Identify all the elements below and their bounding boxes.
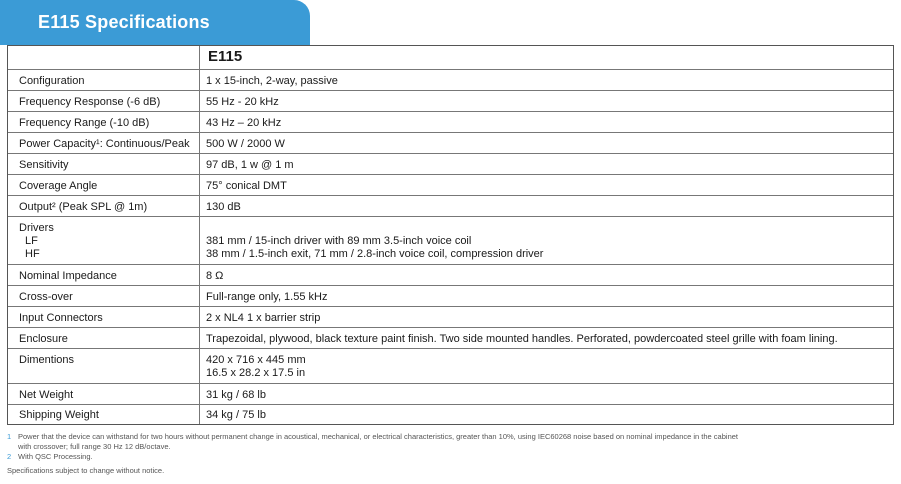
- table-row: [8, 286, 893, 307]
- table-row: [8, 307, 893, 328]
- row-value: Trapezoidal, plywood, black texture paint finish. Two side mounted handles. Perforated, powdercoated steel grille with foam lining.: [206, 333, 838, 345]
- footnote-1-text: Power that the device can withstand for two hours without permanent change in acoustical, mechanical, or electrical characteristics, greater than 10%, using IEC60268 noise based on nominal impedance in the cabinet: [18, 432, 738, 441]
- row-value: 55 Hz - 20 kHz: [206, 96, 279, 108]
- table-row: [8, 328, 893, 349]
- row-value: 43 Hz – 20 kHz: [206, 117, 282, 129]
- table-row: [8, 405, 893, 424]
- row-label: Cross-over: [19, 291, 73, 303]
- table-row: [8, 112, 893, 133]
- row-value: 2 x NL4 1 x barrier strip: [206, 312, 321, 324]
- row-value: 75° conical DMT: [206, 180, 287, 192]
- footnote-2: [7, 452, 93, 462]
- footnote-1-continued: with crossover; full range 30 Hz 12 dB/octave.: [18, 442, 171, 451]
- table-row: [8, 154, 893, 175]
- footnote-1-number: 1: [7, 432, 12, 441]
- table-row-dimensions: [8, 349, 893, 384]
- row-label: Configuration: [19, 75, 85, 87]
- footnote-2-number: 2: [7, 452, 12, 461]
- row-value: 34 kg / 75 lb: [206, 409, 266, 421]
- table-row: [8, 70, 893, 91]
- table-header-row: [8, 46, 893, 70]
- model-column-header: E115: [208, 48, 243, 65]
- footnote-1: [7, 432, 738, 442]
- row-label: Output² (Peak SPL @ 1m): [19, 201, 148, 213]
- row-value: 8 Ω: [206, 270, 224, 282]
- row-value: 420 x 716 x 445 mm: [206, 354, 306, 366]
- lf-value: 381 mm / 15-inch driver with 89 mm 3.5-inch voice coil: [206, 235, 472, 247]
- row-label: Frequency Range (-10 dB): [19, 117, 150, 129]
- row-value: 31 kg / 68 lb: [206, 389, 266, 401]
- table-row: [8, 133, 893, 154]
- table-row: [8, 91, 893, 112]
- specifications-table: [7, 45, 894, 425]
- row-label: Sensitivity: [19, 159, 69, 171]
- page-title: E115 Specifications: [38, 12, 210, 32]
- row-label: Nominal Impedance: [19, 270, 117, 282]
- table-row-drivers: [8, 217, 893, 265]
- row-label: Shipping Weight: [19, 409, 99, 421]
- row-label: Drivers: [19, 222, 54, 234]
- row-label: Frequency Response (-6 dB): [19, 96, 161, 108]
- table-row: [8, 265, 893, 286]
- table-row: [8, 196, 893, 217]
- row-label: Power Capacity¹: Continuous/Peak: [19, 138, 190, 150]
- row-label: Enclosure: [19, 333, 68, 345]
- change-notice: Specifications subject to change without notice.: [7, 466, 165, 475]
- row-label: Dimentions: [19, 354, 75, 366]
- lf-sublabel: LF: [25, 235, 38, 247]
- row-value: 130 dB: [206, 201, 241, 213]
- table-row: [8, 384, 893, 405]
- hf-value: 38 mm / 1.5-inch exit, 71 mm / 2.8-inch voice coil, compression driver: [206, 248, 544, 260]
- footnote-2-text: With QSC Processing.: [18, 452, 93, 461]
- specifications-title-tab: [0, 0, 310, 45]
- row-value: 1 x 15-inch, 2-way, passive: [206, 75, 338, 87]
- row-label: Net Weight: [19, 389, 74, 401]
- hf-sublabel: HF: [25, 248, 40, 260]
- row-value: 97 dB, 1 w @ 1 m: [206, 159, 294, 171]
- table-row: [8, 175, 893, 196]
- row-label: Coverage Angle: [19, 180, 98, 192]
- row-value: Full-range only, 1.55 kHz: [206, 291, 328, 303]
- row-label: Input Connectors: [19, 312, 103, 324]
- row-value: 500 W / 2000 W: [206, 138, 285, 150]
- row-value-imperial: 16.5 x 28.2 x 17.5 in: [206, 367, 306, 379]
